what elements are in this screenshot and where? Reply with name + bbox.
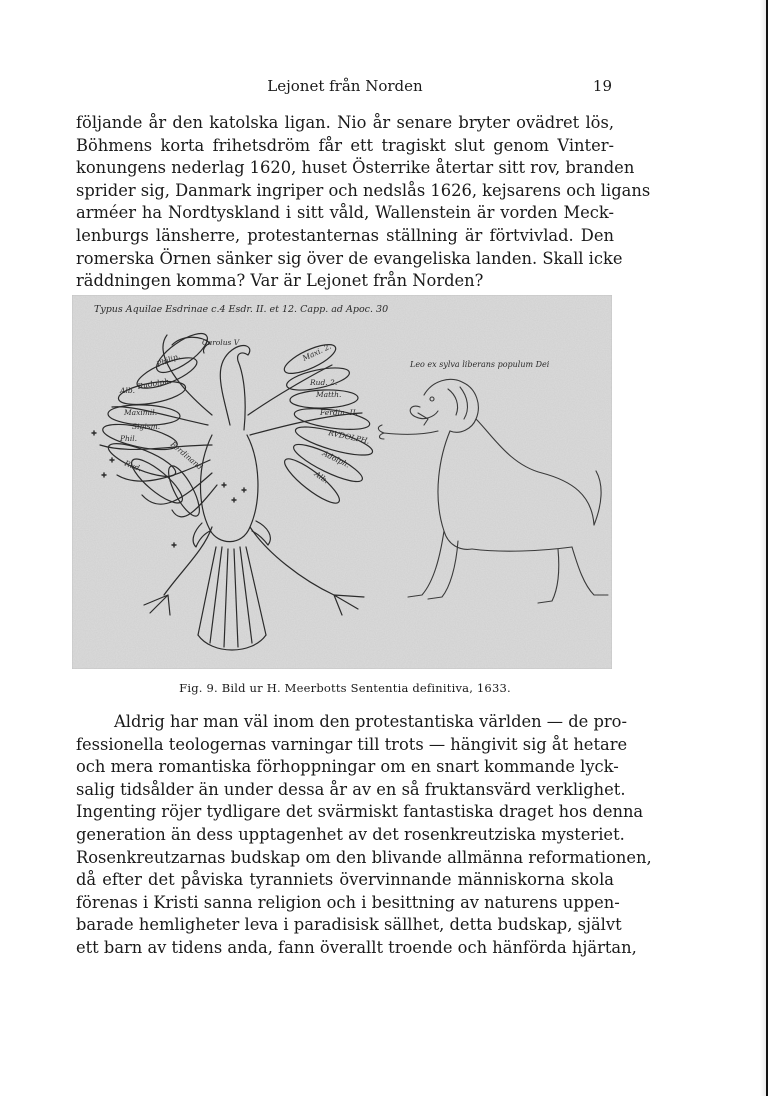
paragraph-2 <box>76 711 652 960</box>
wing-label: Ferdinand <box>168 439 205 472</box>
text-line: Rosenkreutzarnas budskap om den blivande allmänna reformationen, <box>76 847 652 867</box>
wing-label: Maxi. 2. <box>301 341 333 363</box>
text-line: Ingenting röjer tydligare det svärmiskt fantastiska draget hos denna <box>76 802 644 822</box>
paragraph-1 <box>76 112 651 293</box>
wing-label: Ferdin. II. <box>320 408 358 417</box>
text-line: barade hemligheter leva i paradisisk sällhet, detta budskap, självt <box>76 915 622 935</box>
text-line: då efter det påviska tyranniets övervinnande människorna skola <box>76 870 614 890</box>
text-line: salig tidsålder än under dessa år av en så fruktansvärd verklighet. <box>76 779 626 799</box>
figure-eagle-and-lion <box>72 295 612 669</box>
text-line: fessionella teologernas varningar till trots — hängivit sig åt hetare <box>76 734 628 754</box>
plate-grain <box>72 295 612 669</box>
engraving-illustration <box>72 295 612 669</box>
text-line: räddningen komma? Var är Lejonet från Norden? <box>76 271 484 291</box>
wing-label: Adolph. <box>321 448 352 470</box>
wing-label: Philip. <box>155 351 182 369</box>
wing-label: Maximil. <box>124 408 158 417</box>
text-line: romerska Örnen sänker sig över de evangeliska landen. Skall icke <box>76 248 623 268</box>
text-line: konungens nederlag 1620, huset Österrike återtar sitt rov, branden <box>76 158 635 178</box>
text-line: och mera romantiska förhoppningar om en snart kommande lyck- <box>76 757 619 777</box>
text-line: lenburgs länsherre, protestanternas ställning är förtvivlad. Den <box>76 225 614 245</box>
wing-label: Alb. <box>120 386 135 395</box>
inscription-right: Leo ex sylva liberans populum Dei <box>410 360 550 369</box>
wing-label: Matth. <box>316 390 342 399</box>
wing-label: Rudolph. <box>136 376 173 391</box>
text-line: generation än dess upptagenhet av det rosenkreutziska mysteriet. <box>76 824 625 844</box>
wing-label: Rud. 2. <box>310 378 338 387</box>
text-line: sprider sig, Danmark ingriper och nedslås 1626, kejsarens och ligans <box>76 180 651 200</box>
inscription-top: Typus Aquilae Esdrinae c.4 Esdr. II. et 12. Capp. ad Apoc. 30 <box>94 304 389 315</box>
wing-label: RVDOLPH. <box>327 428 371 446</box>
wing-label: Sigism. <box>132 422 161 431</box>
text-line: förenas i Kristi sanna religion och i besittning av naturens uppen- <box>76 892 620 912</box>
text-line: arméer ha Nordtyskland i sitt våld, Wallenstein är vorden Meck- <box>76 203 614 223</box>
figure-caption: Fig. 9. Bild ur H. Meerbotts Sententia definitiva, 1633. <box>179 681 511 695</box>
text-line: Aldrig har man väl inom den protestantiska världen — de pro- <box>114 712 627 731</box>
page-number: 19 <box>592 77 612 95</box>
wing-label: Carolus V <box>202 338 240 347</box>
wing-label: Rud. <box>123 458 144 474</box>
wing-label: Phil. <box>120 434 138 443</box>
running-title: Lejonet från Norden <box>267 77 423 95</box>
page-header <box>78 77 612 99</box>
text-line: följande år den katolska ligan. Nio år senare bryter ovädret lös, <box>76 113 614 132</box>
text-line: ett barn av tidens anda, fann överallt troende och hänförda hjärtan, <box>76 937 637 957</box>
wing-label: Alb. <box>312 469 331 486</box>
text-line: Böhmens korta frihetsdröm får ett tragiskt slut genom Vinter- <box>76 135 614 155</box>
